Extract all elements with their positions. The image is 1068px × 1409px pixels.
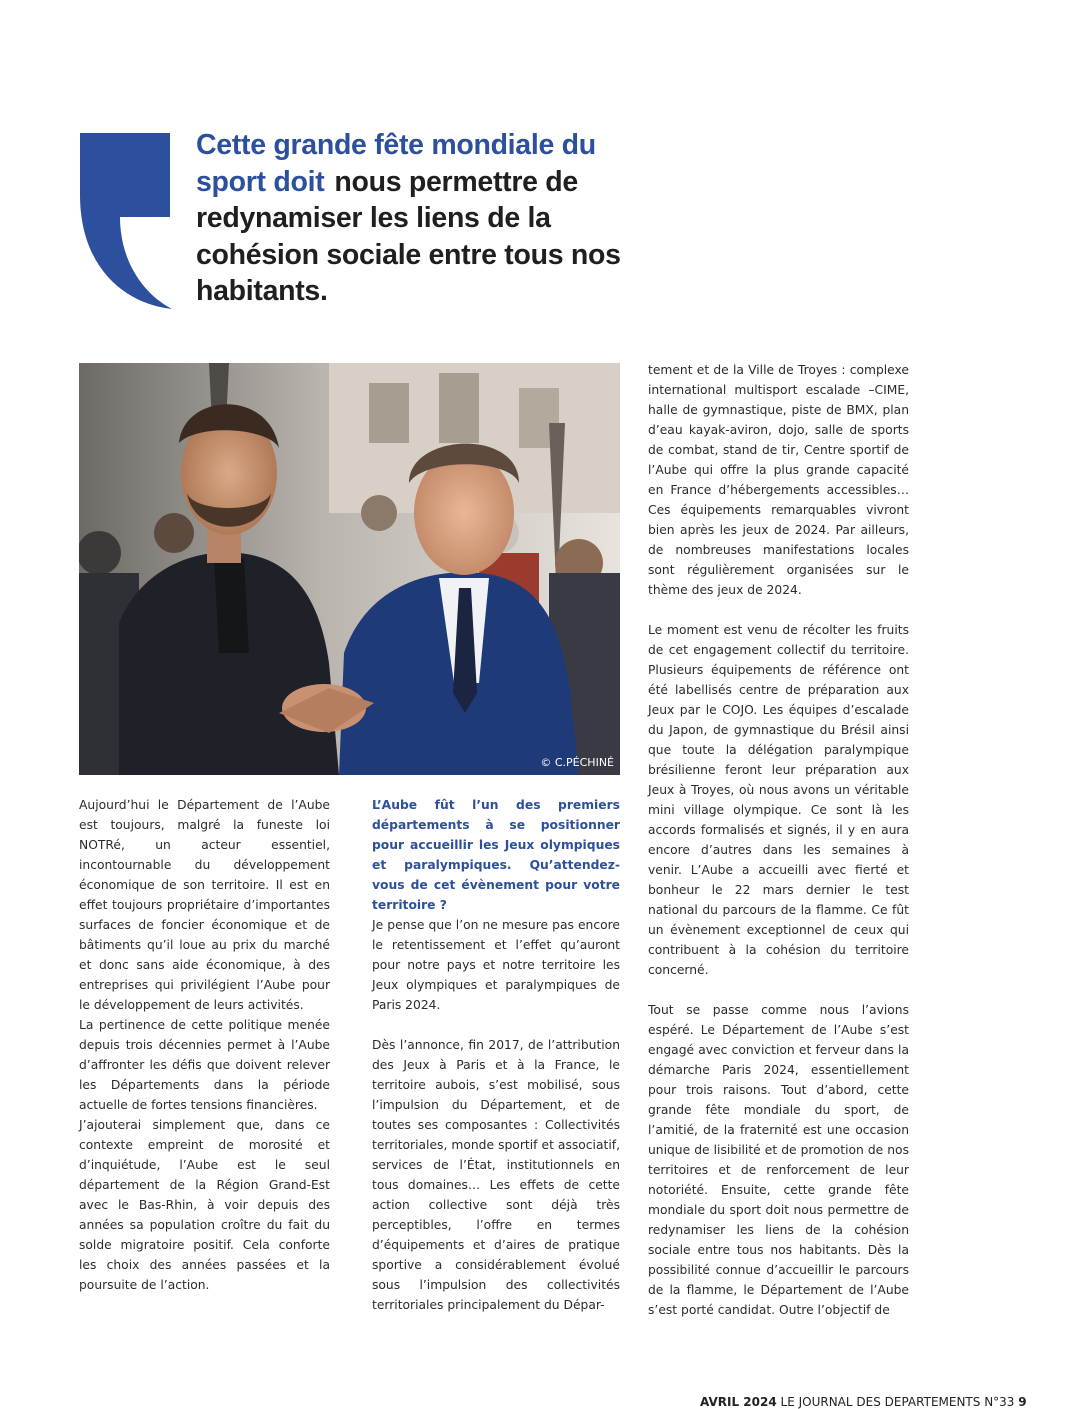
paragraph: Je pense que l’on ne mesure pas encore le retentissement et l’effet qu’auront pour notre pays et notre territoire les Jeux olympiques et paralympiques de Paris 2024. [372,918,620,1012]
paragraph: Aujourd’hui le Département de l’Aube est toujours, malgré la funeste loi NOTRé, un acteur essentiel, incontournable du développement économique de son territoire. Il est en effet toujours propriétaire d’importantes surfaces de foncier économique et de bâtiments qu’il loue au prix du marché et donc sans aide économique, à des entreprises qui privilégient l’Aube pour le développement de leurs activités. [79,798,330,1012]
paragraph-gap [648,980,909,1000]
pull-quote-highlight: Cette grande fête mondiale du sport doit [196,129,596,198]
quote-mark-icon [80,133,172,310]
pull-quote-period: . [319,275,328,307]
pull-quote-text: nous permettre de redynamiser les liens de la cohésion sociale entre tous nos habitants [196,165,621,307]
photo-credit: © C.PÉCHINÉ [540,756,614,769]
handshake-photo [79,363,620,775]
footer-journal: LE JOURNAL DES DEPARTEMENTS N°33 [780,1395,1015,1409]
page-number: 9 [1018,1395,1027,1409]
paragraph: tement et de la Ville de Troyes : complexe international multisport escalade –CIME, halle de gymnastique, piste de BMX, plan d’eau kayak-aviron, dojo, salle de sports de combat, stand de tir, Centre sportif de l’Aube qui offre la plus grande capacité en France d’hébergements accessibles… Ces équipements remarquables vivront bien après les jeux de 2024. Par ailleurs, de nombreuses manifestations locales sont régulièrement organisées sur le thème des jeux de 2024. [648,363,909,597]
column-1 [79,795,330,1295]
paragraph-gap [372,1015,620,1035]
page-footer [700,1395,1027,1409]
column-3 [648,360,909,1320]
paragraph-gap [648,600,909,620]
paragraph: Le moment est venu de récolter les fruits de cet engagement collectif du territoire. Plusieurs équipements de référence ont été labellisés centre de préparation aux Jeux par le COJO. Les équipes d’escalade du Japon, de gymnastique du Brésil ainsi que toute la délégation paralympique brésilienne feront leur préparation aux Jeux à Troyes, où nous avons un véritable mini village olympique. Ce sont là les accords formalisés et signés, il y en aura encore d’autres dans les semaines à venir. L’Aube a accueilli avec fierté et bonheur le 22 mars dernier le test national du parcours de la flamme. Ce fût un évènement exceptionnel de ceux qui contribuent à la cohésion du territoire concerné. [648,623,909,977]
pull-quote [196,127,656,310]
paragraph: Dès l’annonce, fin 2017, de l’attribution des Jeux à Paris et à la France, le territoire aubois, s’est mobilisé, sous l’impulsion du Département, et de toutes ses composantes : Collectivités territoriales, monde sportif et associatif, services de l’État, institutionnels en tous domaines… Les effets de cette action collective sont déjà très perceptibles, l’offre en termes d’équipements et d’aires de pratique sportive a considérablement évolué sous l’impulsion des collectivités territoriales principalement du Dépar- [372,1038,620,1312]
column-2 [372,795,620,1315]
interview-question: L’Aube fût l’un des premiers départements à se positionner pour accueillir les Jeux olympiques et paralympiques. Qu’attendez- vous de cet évènement pour votre territoire ? [372,798,620,912]
paragraph: Tout se passe comme nous l’avions espéré. Le Département de l’Aube s’est engagé avec conviction et ferveur dans la démarche Paris 2024, essentiellement pour trois raisons. Tout d’abord, cette grande fête mondiale du sport, de l’amitié, de la fraternité est une occasion unique de lisibilité et de promotion de nos territoires et de renforcement de leur notoriété. Ensuite, cette grande fête mondiale du sport doit nous permettre de redynamiser les liens de la cohésion sociale entre tous nos habitants. Dès la possibilité connue d’accueillir le parcours de la flamme, le Département de l’Aube s’est porté candidat. Outre l’objectif de [648,1003,909,1317]
paragraph: J’ajouterai simplement que, dans ce contexte empreint de morosité et d’inquiétude, l’Aube est le seul département de la Région Grand-Est avec le Bas-Rhin, à voir depuis des années sa population croître du fait du solde migratoire positif. Cela conforte les choix des années passées et la poursuite de l’action. [79,1118,330,1292]
footer-date: AVRIL 2024 [700,1395,777,1409]
paragraph: La pertinence de cette politique menée depuis trois décennies permet à l’Aube d’affronter les défis que doivent relever les Départements dans la période actuelle de fortes tensions financières. [79,1018,330,1112]
